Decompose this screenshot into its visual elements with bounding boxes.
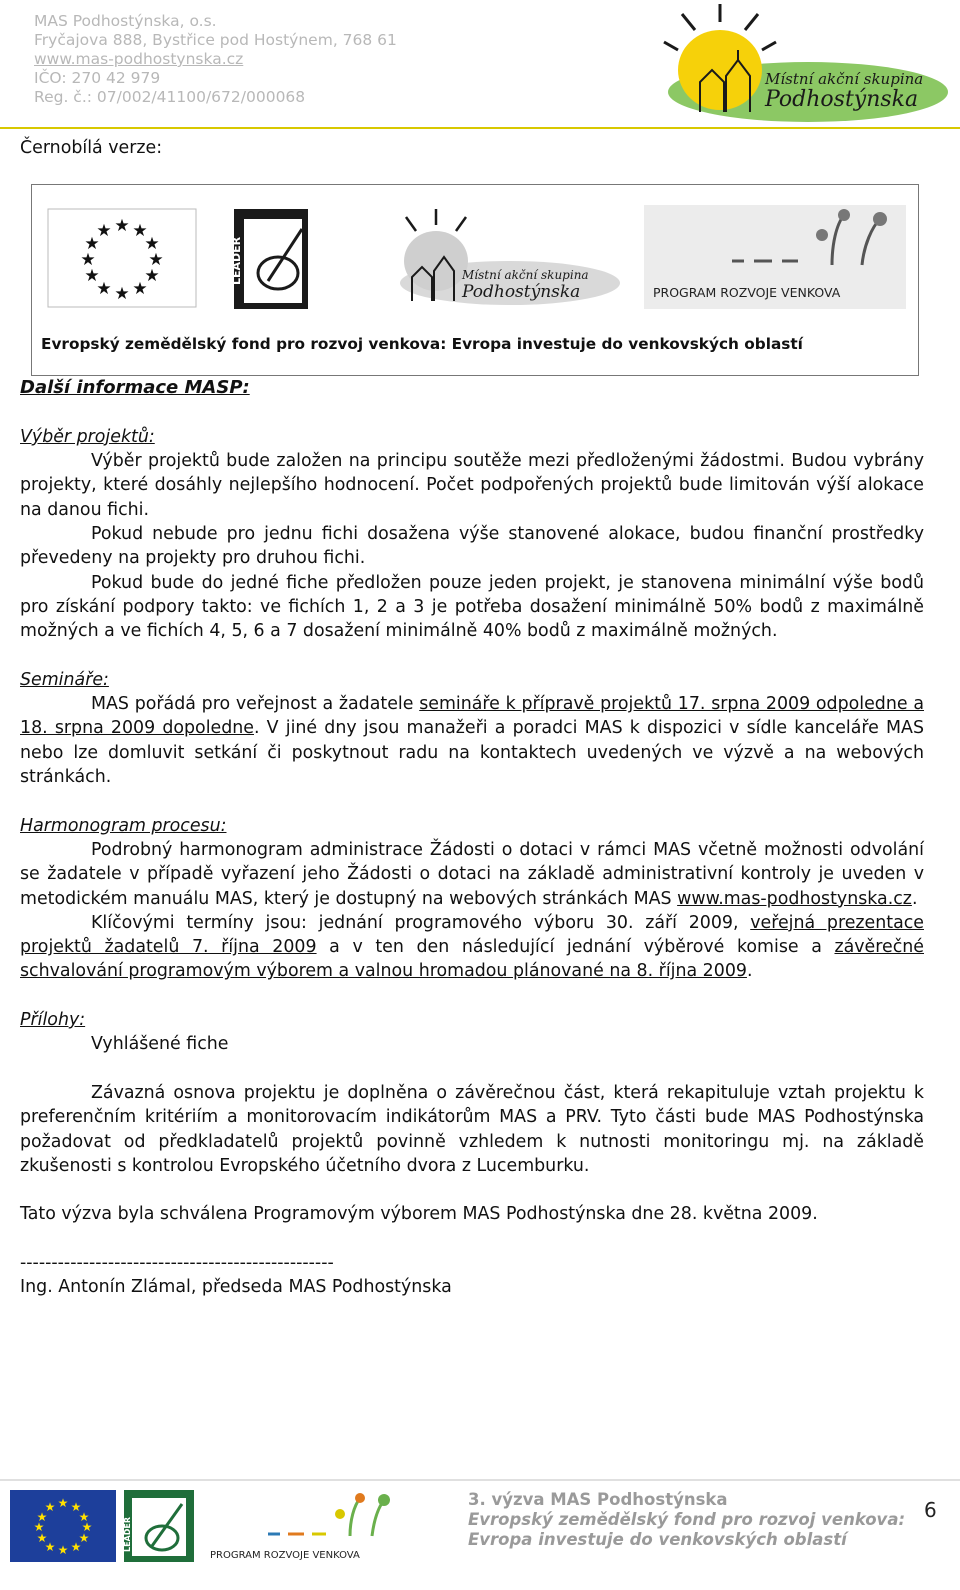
svg-text:★: ★ (57, 1543, 69, 1557)
heading-vyber: Výběr projektů: (20, 426, 155, 447)
leader-logo-text: LEADER (230, 237, 243, 286)
svg-text:★: ★ (114, 284, 130, 305)
website-link[interactable]: www.mas-podhostynska.cz (677, 888, 912, 909)
svg-text:★: ★ (114, 216, 130, 237)
logo-strip-box (31, 184, 919, 376)
svg-text:★: ★ (36, 1531, 48, 1545)
harmonogram-paragraph-1: Podrobný harmonogram administrace Žádosti o dotaci v rámci MAS včetně možnosti odvolání se žadatele v případě vyřazení jeho Žádosti o dotaci na základě administrativní kontroly je uveden v metodickém manuálu MAS, který je dostupný na webových stránkách MAS www.mas-podhostynska.cz. (20, 839, 924, 909)
page-header (0, 0, 960, 128)
svg-text:★: ★ (44, 1540, 56, 1554)
vyber-paragraph-1: Výběr projektů bude založen na principu soutěže mezi předloženými žádostmi. Budou vybrány projekty, které dosáhly nejlepšího hodnocení. Počet podpořených projektů bude limitován výší alokace na danou fichi. (20, 451, 924, 520)
page-footer (0, 1476, 960, 1585)
svg-text:★: ★ (57, 1496, 69, 1510)
svg-text:★: ★ (36, 1510, 48, 1524)
mas-podhostynska-logo (660, 0, 950, 125)
schvalovani-date: závěrečné schvalování programovým výborem a valnou hromadou plánované na 8. října 2009 (20, 937, 924, 982)
harmonogram-paragraph-2: Klíčovými termíny jsou: jednání programového výboru 30. září 2009, veřejná prezentace projektů žadatelů 7. října 2009 a v ten den následující jednání výběrové komise a závěrečné schvalování programovým výborem a valnou hromadou plánované na 8. října 2009. (20, 912, 924, 982)
svg-text:★: ★ (33, 1520, 45, 1534)
eafrd-slogan: Evropský zemědělský fond pro rozvoj venkova: Evropa investuje do venkovských oblastí (41, 335, 803, 354)
header-reg: Reg. č.: 07/002/41100/672/000068 (34, 88, 306, 106)
seminare-dates-link: semináře k přípravě projektů 17. srpna 2009 odpoledne a 18. srpna 2009 dopoledne (20, 694, 924, 739)
svg-text:★: ★ (78, 1531, 90, 1545)
svg-text:★: ★ (144, 266, 160, 287)
prezentace-date: veřejná prezentace projektů žadatelů 7. října 2009 (20, 912, 924, 958)
footer-leader-text: LEADER (123, 1516, 132, 1552)
approval-statement: Tato výzva byla schválena Programovým výborem MAS Podhostýnska dne 28. května 2009. (20, 1204, 818, 1225)
svg-text:★: ★ (96, 221, 112, 242)
mas-sun-icon (404, 231, 468, 291)
svg-text:★: ★ (84, 266, 100, 287)
header-contact (34, 12, 397, 107)
svg-text:★: ★ (70, 1540, 82, 1554)
mas-logo-text-line2: Podhostýnska (462, 282, 581, 303)
svg-text:★: ★ (148, 250, 164, 271)
heading-prilohy: Přílohy: (20, 1010, 86, 1031)
footer-line-3: Evropa investuje do venkovských oblastí (468, 1530, 847, 1549)
svg-text:★: ★ (80, 250, 96, 271)
vyber-paragraph-2: Pokud nebude pro jednu fichi dosažena výše stanovené alokace, budou finanční prostředky převedeny na projekty pro druhou fichi. (20, 524, 924, 569)
footer-prv-text: PROGRAM ROZVOJE VENKOVA (210, 1550, 360, 1561)
signature-name: Ing. Antonín Zlámal, předseda MAS Podhostýnska (20, 1277, 452, 1298)
header-address: Fryčajova 888, Bystřice pod Hostýnem, 768 61 (34, 31, 397, 49)
heading-harmonogram: Harmonogram procesu: (20, 815, 227, 836)
footer-text (468, 1490, 905, 1550)
svg-text:★: ★ (81, 1520, 93, 1534)
svg-text:★: ★ (96, 279, 112, 300)
logo-strip (32, 185, 920, 377)
prilohy-paragraph: Závazná osnova projektu je doplněna o závěrečnou část, která rekapituluje vztah projektu k preferenčním kritériím a monitorovacím indikátorům MAS a PRV. Tyto části bude MAS Podhostýnska požadovat od předkladatelů projektů povinně vzhledem k nutnosti monitoringu mj. na základě zkušenosti s kontrolou Evropského účetního dvora z Lucemburku. (20, 1082, 924, 1176)
bw-version-label: Černobílá verze: (20, 138, 163, 158)
footer-prv-plants-icon (268, 1498, 384, 1536)
logo-text-line2: Podhostýnska (765, 87, 919, 112)
footer-line-2: Evropský zemědělský fond pro rozvoj venkova: (468, 1510, 906, 1529)
document-body (20, 136, 924, 1300)
section-title-masp: Další informace MASP: (20, 377, 250, 399)
header-ico: IČO: 270 42 979 (34, 69, 161, 87)
seminare-paragraph: MAS pořádá pro veřejnost a žadatele semináře k přípravě projektů 17. srpna 2009 odpoledne a 18. srpna 2009 dopoledne. V jiné dny jsou manažeři a poradci MAS k dispozici v sídle kanceláře MAS nebo lze domluvit setkání či poskytnout radu na kontaktech uvedených ve výzvě a na webových stránkách. (20, 694, 924, 788)
footer-logos (10, 1490, 410, 1590)
svg-text:★: ★ (44, 1500, 56, 1514)
footer-title: 3. výzva MAS Podhostýnska (468, 1490, 728, 1509)
svg-text:★: ★ (84, 234, 100, 255)
svg-text:★: ★ (144, 234, 160, 255)
signature-line: -------------------------------------------------- (20, 1252, 334, 1273)
svg-text:★: ★ (70, 1500, 82, 1514)
mas-logo-text-line1: Místní akční skupina (462, 268, 589, 283)
header-org-name: MAS Podhostýnska, o.s. (34, 12, 217, 30)
page-number: 6 (924, 1498, 937, 1522)
header-website-link[interactable]: www.mas-podhostynska.cz (34, 50, 244, 68)
prv-logo-text: PROGRAM ROZVOJE VENKOVA (653, 285, 841, 301)
prilohy-item: Vyhlášené fiche (91, 1034, 229, 1055)
svg-text:★: ★ (132, 279, 148, 300)
footer-divider (0, 1479, 960, 1481)
svg-text:★: ★ (132, 221, 148, 242)
logo-text-line1: Místní akční skupina (765, 70, 924, 88)
header-divider (0, 127, 960, 129)
svg-text:★: ★ (78, 1510, 90, 1524)
vyber-paragraph-3: Pokud bude do jedné fiche předložen pouze jeden projekt, je stanovena minimální výše bodů pro získání podpory takto: ve fichích 1, 2 a 3 je potřeba dosažení minimálně 50% bodů z maximálně možných a ve fichích 4, 5, 6 a 7 dosažení minimálně 40% bodů z maximálně možných. (20, 572, 924, 642)
heading-seminare: Semináře: (20, 669, 109, 690)
